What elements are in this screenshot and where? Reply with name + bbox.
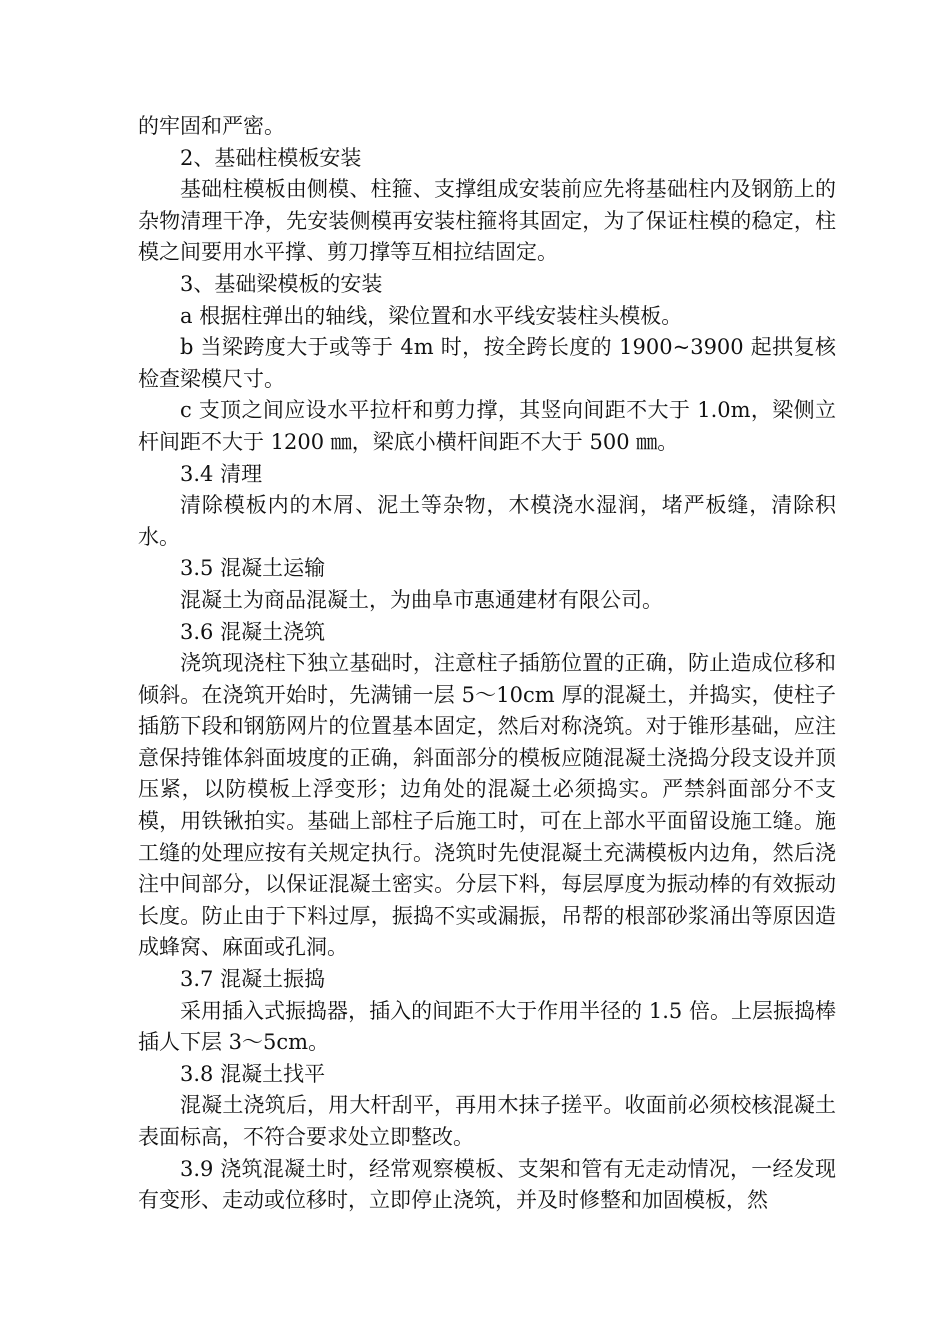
paragraph-3-8: 混凝土浇筑后，用大杆刮平，再用木抹子搓平。收面前必须校核混凝土表面标高，不符合要求处立即整改。	[138, 1093, 836, 1149]
paragraph-continuation: 的牢固和严密。	[138, 114, 285, 138]
list-item-a: a 根据柱弹出的轴线，梁位置和水平线安装柱头模板。	[180, 303, 683, 328]
document-body	[138, 111, 836, 1217]
list-item-b: b 当梁跨度大于或等于 4m 时，按全跨长度的 1900~3900 起拱复核检查梁模尺寸。	[138, 335, 836, 391]
paragraph-3-6: 浇筑现浇柱下独立基础时，注意柱子插筋位置的正确，防止造成位移和倾斜。在浇筑开始时，先满铺一层 5～10cm 厚的混凝土，并捣实，使柱子插筋下段和钢筋网片的位置基本固定，然后对称浇筑。对于锥形基础，应注意保持锥体斜面坡度的正确，斜面部分的模板应随混凝土浇捣分段支设并顶压紧，以防模板上浮变形；边角处的混凝土必须捣实。严禁斜面部分不支模，用铁锹拍实。基础上部柱子后施工时，可在上部水平面留设施工缝。施工缝的处理应按有关规定执行。浇筑时先使混凝土充满模板内边角，然后浇注中间部分，以保证混凝土密实。分层下料，每层厚度为振动棒的有效振动长度。防止由于下料过厚，振捣不实或漏振，吊帮的根部砂浆涌出等原因造成蜂窝、麻面或孔洞。	[138, 651, 836, 960]
paragraph-3-4: 清除模板内的木屑、泥土等杂物，木模浇水湿润，堵严板缝，清除积水。	[138, 493, 836, 549]
heading-beam-formwork: 3、基础梁模板的安装	[180, 271, 383, 296]
list-item-c: c 支顶之间应设水平拉杆和剪力撑，其竖向间距不大于 1.0m，梁侧立杆间距不大于 1200 ㎜，梁底小横杆间距不大于 500 ㎜。	[138, 398, 836, 454]
heading-3-5: 3.5 混凝土运输	[180, 556, 326, 581]
paragraph-3-7: 采用插入式振捣器，插入的间距不大于作用半径的 1.5 倍。上层振捣棒插人下层 3～5cm。	[138, 998, 836, 1055]
heading-column-formwork: 2、基础柱模板安装	[180, 145, 362, 170]
heading-3-6: 3.6 混凝土浇筑	[180, 619, 326, 644]
paragraph-3-9: 3.9 浇筑混凝土时，经常观察模板、支架和管有无走动情况，一经发现有变形、走动或位移时，立即停止浇筑，并及时修整和加固模板，然	[138, 1156, 836, 1213]
paragraph-column-formwork: 基础柱模板由侧模、柱箍、支撑组成安装前应先将基础柱内及钢筋上的杂物清理干净，先安装侧模再安装柱箍将其固定，为了保证柱模的稳定，柱模之间要用水平撑、剪刀撑等互相拉结固定。	[138, 177, 836, 265]
heading-3-8: 3.8 混凝土找平	[180, 1061, 326, 1086]
paragraph-3-5: 混凝土为商品混凝土，为曲阜市惠通建材有限公司。	[180, 587, 663, 612]
heading-3-4: 3.4 清理	[180, 461, 263, 486]
heading-3-7: 3.7 混凝土振捣	[180, 967, 326, 992]
